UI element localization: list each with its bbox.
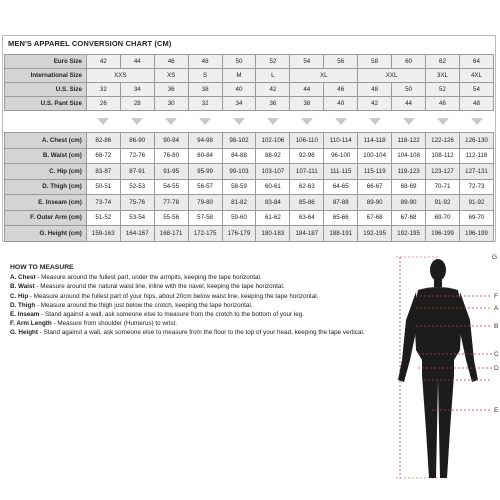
label-g: G — [492, 254, 498, 261]
measurement-cell: 91-92 — [459, 195, 493, 211]
size-cell: 40 — [324, 97, 358, 111]
size-cell: M — [222, 69, 256, 83]
measurement-cell: 99-103 — [222, 164, 256, 180]
measurement-cell: 87-91 — [120, 164, 154, 180]
size-cell: 40 — [222, 83, 256, 97]
measurement-cell: 61-62 — [256, 210, 290, 226]
measurement-cell: 83-87 — [86, 164, 120, 180]
howto-item — [10, 301, 365, 310]
measurement-cell: 100-104 — [358, 148, 392, 164]
measurement-cell: 91-92 — [426, 195, 460, 211]
arrow-down-icon — [471, 118, 483, 125]
size-cell: 28 — [120, 97, 154, 111]
measurement-cell: 127-131 — [459, 164, 493, 180]
measurement-cell: 54-55 — [154, 179, 188, 195]
measurement-cell: 196-199 — [459, 226, 493, 242]
measurement-cell: 62-63 — [290, 179, 324, 195]
measurement-cell: 122-126 — [426, 133, 460, 149]
measurement-cell: 80-84 — [188, 148, 222, 164]
label-b: B — [494, 323, 499, 330]
measurement-cell: 77-78 — [154, 195, 188, 211]
size-cell: 26 — [86, 97, 120, 111]
table-row — [5, 210, 494, 226]
measurement-cell: 104-108 — [392, 148, 426, 164]
measurement-cell: 68-72 — [86, 148, 120, 164]
measurement-cell: 114-118 — [358, 133, 392, 149]
measurement-cell: 67-68 — [392, 210, 426, 226]
measurement-cell: 95-99 — [188, 164, 222, 180]
measurement-cell: 115-119 — [358, 164, 392, 180]
arrow-strip — [4, 116, 494, 128]
measurement-cell: 81-82 — [222, 195, 256, 211]
measurement-cell: 50-51 — [86, 179, 120, 195]
measurement-cell: 55-56 — [154, 210, 188, 226]
measurement-cell: 72-73 — [459, 179, 493, 195]
measurement-cell: 192-195 — [358, 226, 392, 242]
measurement-cell: 86-90 — [120, 133, 154, 149]
measurement-cell: 118-122 — [392, 133, 426, 149]
measurement-cell: 85-86 — [290, 195, 324, 211]
measurement-cell: 112-116 — [459, 148, 493, 164]
howto-text: - Measure from shoulder (Humerus) to wrist. — [53, 320, 178, 328]
size-cell: L — [256, 69, 290, 83]
size-cell: 44 — [290, 83, 324, 97]
howto-text: - Measure around the fullest part of your hips, about 20cm below waist line, keeping the tape horizontal. — [29, 292, 319, 300]
size-cell: 38 — [188, 83, 222, 97]
size-cell: 48 — [188, 55, 222, 69]
size-cell: 48 — [358, 83, 392, 97]
label-c: C — [494, 351, 499, 358]
label-f: F — [494, 293, 498, 300]
howto-text: - Stand against a wall, ask someone else to measure from the crotch to the bottom of your leg. — [41, 311, 305, 319]
size-cell: 50 — [222, 55, 256, 69]
measurement-cell: 164-167 — [120, 226, 154, 242]
measurement-cell: 92-96 — [290, 148, 324, 164]
measurement-cell: 188-191 — [324, 226, 358, 242]
howto-text: - Measure around the thigh just below the crotch, keeping the tape horizontal. — [36, 301, 253, 309]
size-cell: XXL — [358, 69, 426, 83]
row-header: B. Waist (cm) — [5, 148, 87, 164]
label-a: A — [494, 305, 499, 312]
howto-text: - Measure around the fullest part, under the armpits, keeping the tape horizontal. — [37, 274, 262, 282]
table-row — [5, 97, 494, 111]
measurement-cell: 69-70 — [426, 210, 460, 226]
size-cell: 42 — [86, 55, 120, 69]
measurement-cell: 75-76 — [120, 195, 154, 211]
measurement-cell: 172-175 — [188, 226, 222, 242]
size-cell: 44 — [120, 55, 154, 69]
measurement-cell: 72-76 — [120, 148, 154, 164]
size-cell: 46 — [425, 97, 459, 111]
size-table — [4, 54, 494, 111]
measurement-cell: 73-74 — [86, 195, 120, 211]
measurement-cell: 56-57 — [188, 179, 222, 195]
measurement-cell: 89-90 — [392, 195, 426, 211]
size-cell: 54 — [290, 55, 324, 69]
arrow-down-icon — [233, 118, 245, 125]
size-cell: 50 — [392, 83, 426, 97]
measurement-cell: 53-54 — [120, 210, 154, 226]
howto-key: F. Arm Length — [10, 320, 52, 328]
size-cell: 56 — [324, 55, 358, 69]
label-e: E — [494, 407, 499, 414]
measurement-cell: 123-127 — [426, 164, 460, 180]
row-header: A. Chest (cm) — [5, 133, 87, 149]
row-header: C. Hip (cm) — [5, 164, 87, 180]
size-cell: 34 — [120, 83, 154, 97]
arrow-down-icon — [335, 118, 347, 125]
arrow-down-icon — [97, 118, 109, 125]
measurement-cell: 90-94 — [154, 133, 188, 149]
size-cell: 36 — [154, 83, 188, 97]
size-cell: XXS — [86, 69, 154, 83]
measurement-cell: 88-92 — [256, 148, 290, 164]
measurement-cell: 67-68 — [358, 210, 392, 226]
howto-text: - Measure around the natural waist line, inline with the navel, keeping the tape horizontal. — [36, 283, 285, 291]
howto-key: C. Hip — [10, 292, 29, 300]
table-row — [5, 148, 494, 164]
measurement-cell: 63-64 — [290, 210, 324, 226]
size-cell: 46 — [154, 55, 188, 69]
howto-text: - Stand against a wall, ask someone else to measure from the floor to the top of your head, keeping the tape vertical. — [39, 329, 365, 337]
arrow-down-icon — [199, 118, 211, 125]
measurement-cell: 84-88 — [222, 148, 256, 164]
measurement-cell: 103-107 — [256, 164, 290, 180]
measurement-cell: 106-110 — [290, 133, 324, 149]
size-cell: 34 — [222, 97, 256, 111]
measurement-cell: 68-69 — [392, 179, 426, 195]
measurement-cell: 76-80 — [154, 148, 188, 164]
howto-key: A. Chest — [10, 274, 36, 282]
measurement-cell: 184-187 — [290, 226, 324, 242]
size-cell: 4XL — [459, 69, 493, 83]
size-cell: 52 — [256, 55, 290, 69]
arrow-down-icon — [165, 118, 177, 125]
arrow-down-icon — [369, 118, 381, 125]
row-header: U.S. Size — [5, 83, 87, 97]
size-cell: 64 — [459, 55, 493, 69]
howto-item — [10, 282, 365, 291]
size-cell: 38 — [290, 97, 324, 111]
table-row — [5, 226, 494, 242]
measurement-cell: 119-123 — [392, 164, 426, 180]
measurement-cell: 79-80 — [188, 195, 222, 211]
howto-item — [10, 292, 365, 301]
row-header: F. Outer Arm (cm) — [5, 210, 87, 226]
size-cell: 42 — [358, 97, 392, 111]
figure-labels — [492, 254, 499, 414]
howto-heading: HOW TO MEASURE — [10, 264, 74, 271]
howto-item — [10, 310, 365, 319]
measurement-cell: 176-179 — [222, 226, 256, 242]
measurement-cell: 58-59 — [222, 179, 256, 195]
measurement-cell: 87-88 — [324, 195, 358, 211]
howto-item — [10, 319, 365, 328]
measurement-cell: 52-53 — [120, 179, 154, 195]
measurement-cell: 82-86 — [86, 133, 120, 149]
measurement-cell: 111-115 — [324, 164, 358, 180]
row-header: G. Height (cm) — [5, 226, 87, 242]
chart-title: MEN'S APPAREL CONVERSION CHART (CM) — [8, 39, 172, 48]
row-header: Euro Size — [5, 55, 87, 69]
size-cell: 32 — [188, 97, 222, 111]
size-cell: 54 — [459, 83, 493, 97]
size-cell: S — [188, 69, 222, 83]
row-header: E. Inseam (cm) — [5, 195, 87, 211]
howto-key: G. Height — [10, 329, 38, 337]
size-cell: 3XL — [425, 69, 459, 83]
row-header: International Size — [5, 69, 87, 83]
measurement-table — [4, 132, 494, 242]
howto-key: B. Waist — [10, 283, 35, 291]
measurement-cell: 70-71 — [426, 179, 460, 195]
measurement-cell: 66-67 — [358, 179, 392, 195]
measurement-cell: 60-61 — [256, 179, 290, 195]
measurement-cell: 91-95 — [154, 164, 188, 180]
size-cell: 42 — [256, 83, 290, 97]
measurement-cell: 51-52 — [86, 210, 120, 226]
measurement-cell: 108-112 — [426, 148, 460, 164]
size-cell: XS — [154, 69, 188, 83]
arrow-down-icon — [131, 118, 143, 125]
body-figure — [392, 250, 500, 495]
measurement-cell: 89-90 — [358, 195, 392, 211]
size-cell: 62 — [425, 55, 459, 69]
measurement-cell: 64-65 — [324, 179, 358, 195]
size-cell: 58 — [358, 55, 392, 69]
measurement-cell: 83-84 — [256, 195, 290, 211]
measurement-cell: 168-171 — [154, 226, 188, 242]
measurement-cell: 65-66 — [324, 210, 358, 226]
table-row — [5, 83, 494, 97]
measurement-cell: 94-98 — [188, 133, 222, 149]
arrow-down-icon — [301, 118, 313, 125]
howto-list — [10, 273, 365, 337]
table-row — [5, 195, 494, 211]
row-header: U.S. Pant Size — [5, 97, 87, 111]
size-cell: 48 — [459, 97, 493, 111]
silhouette — [398, 259, 478, 478]
size-cell: XL — [290, 69, 358, 83]
table-row — [5, 69, 494, 83]
measurement-cell: 196-199 — [426, 226, 460, 242]
measurement-cell: 69-70 — [459, 210, 493, 226]
size-cell: 30 — [154, 97, 188, 111]
howto-item — [10, 328, 365, 337]
measurement-cell: 57-58 — [188, 210, 222, 226]
size-cell: 32 — [86, 83, 120, 97]
size-cell: 46 — [324, 83, 358, 97]
arrow-down-icon — [437, 118, 449, 125]
arrow-down-icon — [267, 118, 279, 125]
howto-item — [10, 273, 365, 282]
measurement-cell: 159-163 — [86, 226, 120, 242]
table-row — [5, 55, 494, 69]
howto-key: E. Inseam — [10, 311, 40, 319]
measurement-cell: 96-100 — [324, 148, 358, 164]
how-to-measure — [10, 263, 365, 338]
size-cell: 60 — [392, 55, 426, 69]
table-row — [5, 164, 494, 180]
measurement-cell: 98-102 — [222, 133, 256, 149]
measurement-cell: 180-183 — [256, 226, 290, 242]
size-cell: 44 — [392, 97, 426, 111]
measurement-cell: 59-60 — [222, 210, 256, 226]
measurement-cell: 110-114 — [324, 133, 358, 149]
measurement-cell: 192-195 — [392, 226, 426, 242]
table-row — [5, 179, 494, 195]
size-cell: 36 — [256, 97, 290, 111]
table-row — [5, 133, 494, 149]
arrow-down-icon — [403, 118, 415, 125]
measurement-cell: 102-106 — [256, 133, 290, 149]
label-d: D — [494, 365, 499, 372]
measurement-cell: 126-130 — [459, 133, 493, 149]
howto-key: D. Thigh — [10, 301, 36, 309]
row-header: D. Thigh (cm) — [5, 179, 87, 195]
measurement-cell: 107-111 — [290, 164, 324, 180]
size-cell: 52 — [425, 83, 459, 97]
